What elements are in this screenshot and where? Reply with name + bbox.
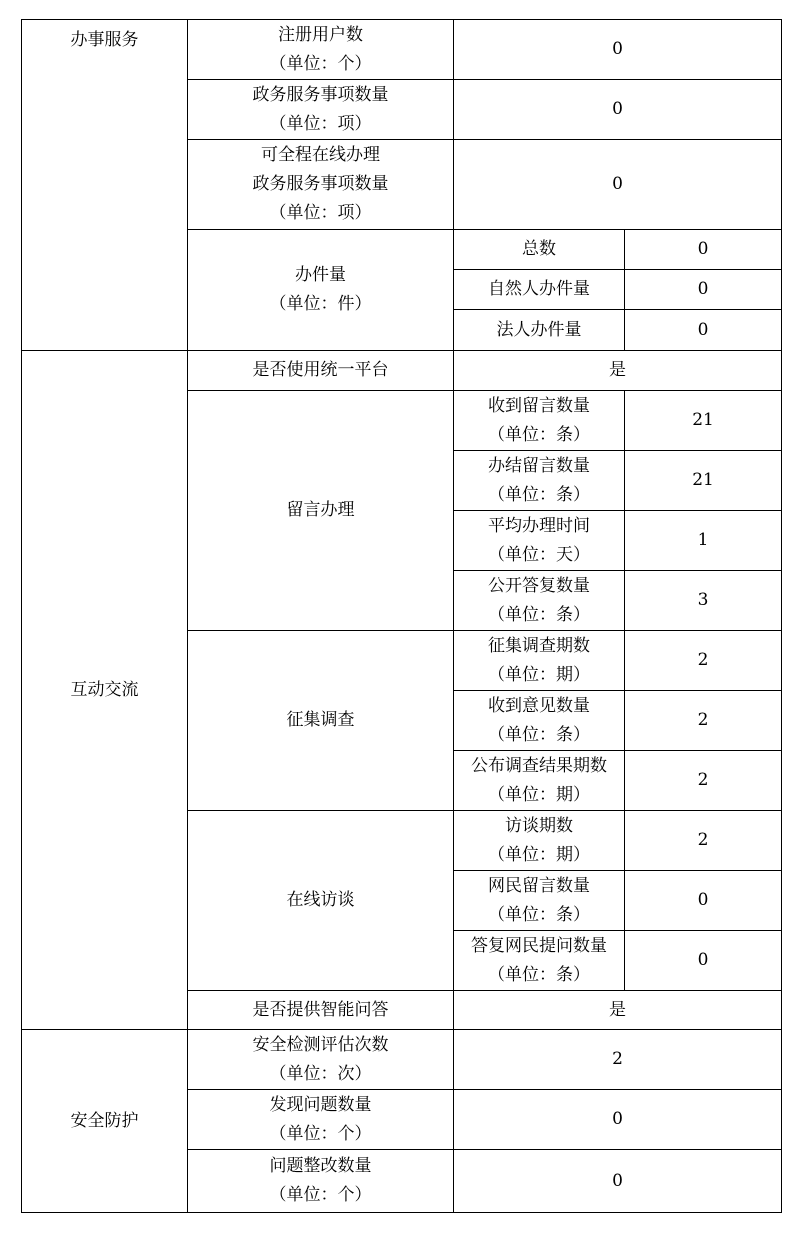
subitem-unit: （单位：条） bbox=[488, 904, 590, 925]
value-cell bbox=[625, 571, 782, 631]
subitem-label: 平均办理时间 bbox=[488, 515, 590, 536]
value-cell bbox=[625, 871, 782, 931]
item-label: 注册用户数 bbox=[278, 24, 363, 45]
category-cell bbox=[22, 1030, 188, 1213]
item-value: 0 bbox=[612, 1109, 623, 1129]
value-cell bbox=[454, 1090, 782, 1150]
category-label: 办事服务 bbox=[70, 30, 139, 50]
subitem-unit: （单位：条） bbox=[488, 484, 590, 505]
value-cell bbox=[454, 351, 782, 391]
item-unit: （单位：件） bbox=[269, 294, 372, 314]
item-unit: （单位：项） bbox=[269, 203, 372, 223]
subitem-cell bbox=[454, 270, 625, 310]
item-cell bbox=[188, 140, 454, 230]
subitem-cell bbox=[454, 811, 625, 871]
subitem-value: 21 bbox=[692, 470, 714, 490]
subitem-unit: （单位：条） bbox=[488, 724, 590, 745]
subitem-value: 0 bbox=[697, 239, 709, 259]
table-row bbox=[22, 351, 782, 391]
subitem-value: 0 bbox=[697, 279, 709, 299]
item-unit: （单位：个） bbox=[269, 1185, 372, 1205]
table-row bbox=[22, 1030, 782, 1090]
subitem-label: 收到留言数量 bbox=[488, 395, 590, 416]
value-cell bbox=[625, 310, 782, 351]
subitem-value: 0 bbox=[697, 890, 709, 910]
value-cell bbox=[625, 751, 782, 811]
subitem-label: 访谈期数 bbox=[505, 815, 573, 836]
category-cell bbox=[22, 351, 188, 1030]
value-cell bbox=[625, 691, 782, 751]
item-value: 0 bbox=[612, 1170, 623, 1191]
subitem-label: 办结留言数量 bbox=[488, 455, 590, 476]
subitem-label: 收到意见数量 bbox=[488, 695, 590, 716]
subitem-value: 0 bbox=[697, 950, 709, 970]
value-cell bbox=[454, 80, 782, 140]
subitem-cell bbox=[454, 691, 625, 751]
subitem-cell bbox=[454, 571, 625, 631]
subitem-cell bbox=[454, 631, 625, 691]
value-cell bbox=[625, 230, 782, 270]
subitem-cell bbox=[454, 871, 625, 931]
item-cell bbox=[188, 20, 454, 80]
value-cell bbox=[625, 811, 782, 871]
subitem-unit: （单位：天） bbox=[488, 544, 590, 565]
category-label: 互动交流 bbox=[70, 679, 139, 700]
subitem-value: 3 bbox=[697, 590, 709, 610]
category-label: 安全防护 bbox=[70, 1110, 139, 1131]
item-cell bbox=[188, 811, 454, 991]
subitem-label: 法人办件量 bbox=[496, 319, 582, 340]
item-cell bbox=[188, 391, 454, 631]
subitem-cell bbox=[454, 230, 625, 270]
subitem-value: 2 bbox=[697, 710, 709, 730]
subitem-cell bbox=[454, 751, 625, 811]
item-unit: （单位：个） bbox=[269, 53, 372, 74]
subitem-value: 1 bbox=[697, 530, 709, 550]
item-cell bbox=[188, 1090, 454, 1150]
value-cell bbox=[454, 20, 782, 80]
value-cell bbox=[625, 270, 782, 310]
item-label: 安全检测评估次数 bbox=[252, 1034, 389, 1055]
item-unit: （单位：个） bbox=[269, 1123, 372, 1144]
value-cell bbox=[454, 140, 782, 230]
value-cell bbox=[625, 511, 782, 571]
item-label: 办件量 bbox=[295, 265, 346, 285]
subitem-unit: （单位：期） bbox=[488, 784, 590, 805]
subitem-value: 2 bbox=[697, 650, 709, 670]
subitem-value: 0 bbox=[697, 319, 709, 340]
table-row bbox=[22, 20, 782, 80]
item-value: 0 bbox=[612, 174, 623, 194]
subitem-unit: （单位：条） bbox=[488, 424, 590, 445]
statistics-table bbox=[21, 19, 782, 1213]
subitem-label: 自然人办件量 bbox=[488, 279, 590, 299]
item-value: 0 bbox=[612, 99, 623, 119]
subitem-cell bbox=[454, 451, 625, 511]
subitem-value: 2 bbox=[697, 770, 709, 790]
subitem-value: 21 bbox=[692, 410, 714, 430]
item-label: 可全程在线办理 bbox=[261, 145, 380, 165]
item-label: 发现问题数量 bbox=[269, 1094, 372, 1115]
item-cell bbox=[188, 1150, 454, 1213]
item-unit: （单位：项） bbox=[269, 113, 372, 134]
item-cell bbox=[188, 991, 454, 1030]
subitem-label: 网民留言数量 bbox=[488, 875, 590, 896]
value-cell bbox=[454, 991, 782, 1030]
subitem-cell bbox=[454, 931, 625, 991]
subitem-label: 征集调查期数 bbox=[488, 635, 590, 656]
item-unit: （单位：次） bbox=[269, 1063, 372, 1084]
value-cell bbox=[625, 451, 782, 511]
subitem-unit: （单位：期） bbox=[488, 664, 590, 685]
item-label: 在线访谈 bbox=[286, 890, 355, 910]
value-cell bbox=[625, 631, 782, 691]
item-cell bbox=[188, 351, 454, 391]
value-cell bbox=[625, 391, 782, 451]
item-value: 0 bbox=[612, 39, 623, 59]
subitem-label: 答复网民提问数量 bbox=[471, 935, 607, 956]
item-label: 政务服务事项数量 bbox=[252, 84, 389, 105]
item-label: 是否提供智能问答 bbox=[252, 999, 389, 1020]
subitem-unit: （单位：期） bbox=[488, 844, 590, 865]
item-label: 征集调查 bbox=[286, 710, 355, 730]
subitem-cell bbox=[454, 310, 625, 351]
category-cell bbox=[22, 20, 188, 351]
value-cell bbox=[454, 1150, 782, 1213]
subitem-cell bbox=[454, 511, 625, 571]
item-value: 是 bbox=[609, 360, 626, 380]
subitem-label: 公开答复数量 bbox=[488, 575, 590, 596]
subitem-unit: （单位：条） bbox=[488, 964, 590, 985]
item-label: 问题整改数量 bbox=[269, 1156, 372, 1176]
subitem-label: 公布调查结果期数 bbox=[471, 755, 607, 776]
item-label: 留言办理 bbox=[286, 500, 355, 520]
subitem-label: 总数 bbox=[522, 239, 556, 259]
item-cell bbox=[188, 230, 454, 351]
subitem-value: 2 bbox=[697, 830, 709, 850]
value-cell bbox=[625, 931, 782, 991]
subitem-cell bbox=[454, 391, 625, 451]
value-cell bbox=[454, 1030, 782, 1090]
item-cell bbox=[188, 1030, 454, 1090]
subitem-unit: （单位：条） bbox=[488, 604, 590, 625]
item-label: 是否使用统一平台 bbox=[252, 360, 389, 380]
item-label-line2: 政务服务事项数量 bbox=[252, 174, 389, 194]
item-cell bbox=[188, 80, 454, 140]
item-cell bbox=[188, 631, 454, 811]
item-value: 2 bbox=[612, 1049, 623, 1069]
item-value: 是 bbox=[609, 999, 626, 1020]
